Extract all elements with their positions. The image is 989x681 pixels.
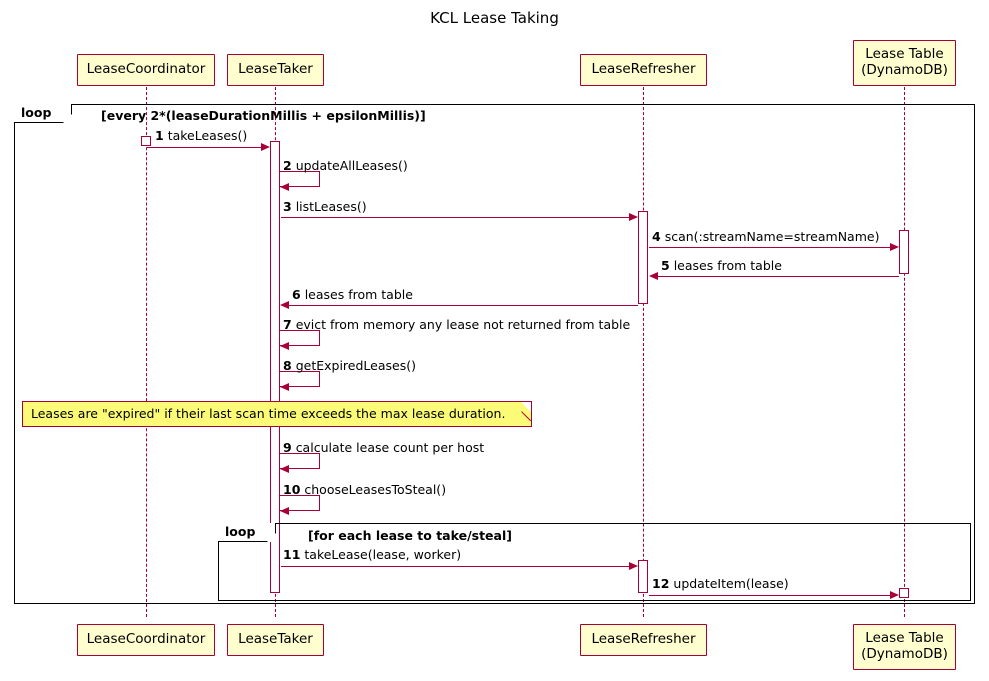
participant-label-line1: Lease Table — [865, 630, 944, 647]
frame-outer-loop-tab: loop — [14, 104, 72, 123]
message-2-arrowhead — [280, 183, 289, 191]
participant-lease-refresher-bottom[interactable] — [580, 624, 707, 656]
message-12-number: 12 — [652, 576, 670, 591]
activation-coordinator — [141, 136, 151, 146]
message-11-arrowhead — [629, 562, 638, 570]
message-8-arrowhead — [280, 383, 289, 391]
diagram-title: KCL Lease Taking — [430, 9, 559, 27]
message-11-text: takeLease(lease, worker) — [304, 547, 462, 562]
participant-label: LeaseTaker — [238, 61, 313, 78]
message-1-text: takeLeases() — [167, 128, 248, 143]
participant-lease-coordinator-top[interactable] — [77, 54, 215, 86]
participant-label: LeaseTaker — [238, 631, 313, 648]
message-10-arrowhead — [280, 507, 289, 515]
participant-label: LeaseRefresher — [591, 631, 696, 648]
participant-lease-table-top[interactable] — [853, 40, 956, 86]
message-11-number: 11 — [283, 547, 301, 562]
message-5-number: 5 — [661, 258, 670, 273]
message-4-arrowhead — [890, 243, 899, 251]
message-7-text: evict from memory any lease not returned from table — [295, 317, 631, 332]
note-expired-leases: Leases are "expired" if their last scan time exceeds the max lease duration. — [22, 401, 532, 427]
message-1-number: 1 — [155, 128, 164, 143]
message-6-number: 6 — [292, 287, 301, 302]
message-9-arrowhead — [280, 465, 289, 473]
message-3-line — [281, 217, 630, 218]
participant-label-line1: Lease Table — [865, 46, 944, 63]
message-10-number: 10 — [283, 482, 301, 497]
frame-outer-loop-condition: [every 2*(leaseDurationMillis + epsilonMillis)] — [101, 108, 426, 123]
message-5-text: leases from table — [673, 258, 782, 273]
message-9-text: calculate lease count per host — [295, 440, 485, 455]
message-7-number: 7 — [283, 317, 292, 332]
message-8-label — [283, 358, 416, 373]
message-12-label — [652, 576, 789, 591]
frame-inner-loop-tab: loop — [218, 523, 276, 542]
participant-lease-coordinator-bottom[interactable] — [77, 624, 215, 656]
message-1-label — [155, 128, 247, 143]
participant-label-line2: (DynamoDB) — [861, 646, 948, 662]
message-4-line — [649, 247, 891, 248]
message-5-label — [661, 258, 782, 273]
message-6-text: leases from table — [304, 287, 413, 302]
message-10-text: chooseLeasesToSteal() — [304, 482, 447, 497]
message-4-label — [652, 229, 879, 244]
participant-label: LeaseCoordinator — [86, 61, 206, 78]
participant-lease-taker-top[interactable] — [227, 54, 324, 86]
message-6-line — [289, 305, 638, 306]
message-9-label — [283, 440, 484, 455]
message-4-number: 4 — [652, 229, 661, 244]
message-8-text: getExpiredLeases() — [295, 358, 416, 373]
message-12-text: updateItem(lease) — [673, 576, 789, 591]
frame-inner-loop-condition: [for each lease to take/steal] — [308, 528, 512, 543]
activation-table-1 — [899, 230, 909, 274]
message-2-label — [283, 158, 408, 173]
message-5-line — [658, 276, 899, 277]
participant-lease-table-bottom[interactable] — [853, 624, 956, 670]
message-1-line — [147, 147, 262, 148]
message-1-arrowhead — [261, 143, 270, 151]
message-9-number: 9 — [283, 440, 292, 455]
message-12-arrowhead — [890, 591, 899, 599]
activation-refresher-1 — [638, 211, 648, 304]
participant-lease-taker-bottom[interactable] — [227, 624, 324, 656]
message-11-line — [281, 566, 630, 567]
message-7-arrowhead — [280, 342, 289, 350]
participant-lease-refresher-top[interactable] — [580, 54, 707, 86]
message-2-number: 2 — [283, 158, 292, 173]
message-3-number: 3 — [283, 199, 292, 214]
participant-label: LeaseRefresher — [591, 61, 696, 78]
message-11-label — [283, 547, 461, 562]
message-3-arrowhead — [629, 213, 638, 221]
participant-label: LeaseCoordinator — [86, 631, 206, 648]
message-3-text: listLeases() — [295, 199, 367, 214]
message-8-number: 8 — [283, 358, 292, 373]
message-2-text: updateAllLeases() — [295, 158, 408, 173]
message-5-arrowhead — [649, 272, 658, 280]
message-6-label — [292, 287, 413, 302]
message-12-line — [649, 595, 891, 596]
message-10-label — [283, 482, 446, 497]
message-3-label — [283, 199, 367, 214]
message-4-text: scan(:streamName=streamName) — [664, 229, 880, 244]
message-6-arrowhead — [280, 301, 289, 309]
participant-label-line2: (DynamoDB) — [861, 62, 948, 78]
message-7-label — [283, 317, 630, 332]
